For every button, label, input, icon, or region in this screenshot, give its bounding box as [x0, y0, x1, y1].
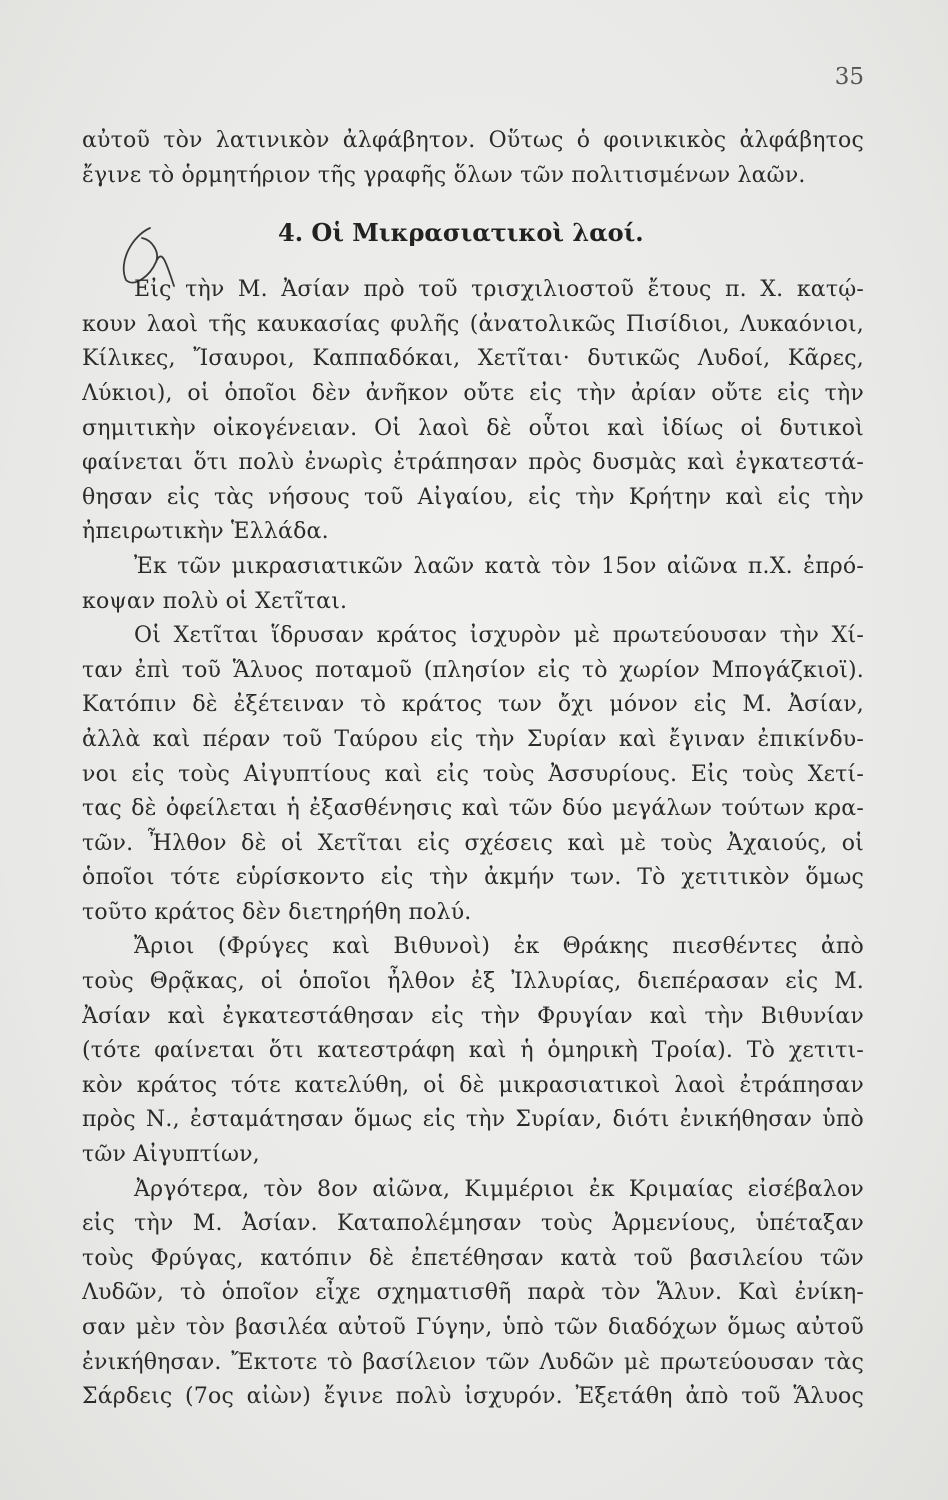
- text-line: (τότε φαίνεται ὅτι κατεστράφη καὶ ἡ ὁμηρικὴ Τροία). Τὸ χετιτι-: [82, 1038, 864, 1064]
- text-line: τοὺς Θρᾷκας, οἱ ὁποῖοι ἦλθον ἐξ Ἰλλυρίας, διεπέρασαν εἰς Μ.: [82, 969, 864, 995]
- text-line: Ἀσίαν καὶ ἐγκατεστάθησαν εἰς τὴν Φρυγίαν καὶ τὴν Βιθυνίαν: [82, 1003, 864, 1029]
- text-line: τῶν Αἰγυπτίων,: [82, 1142, 260, 1168]
- text-line: ἐνικήθησαν. Ἔκτοτε τὸ βασίλειον τῶν Λυδῶν μὲ πρωτεύουσαν τὰς: [82, 1349, 864, 1375]
- text-line: ἔγινε τὸ ὁρμητήριον τῆς γραφῆς ὅλων τῶν πολιτισμένων λαῶν.: [82, 162, 806, 188]
- text-line: τοὺς Φρύγας, κατόπιν δὲ ἐπετέθησαν κατὰ τοῦ βασιλείου τῶν: [82, 1245, 864, 1271]
- text-line: εἰς τὴν Μ. Ἀσίαν. Καταπολέμησαν τοὺς Ἀρμενίους, ὑπέταξαν: [82, 1211, 864, 1237]
- text-line: πρὸς Ν., ἐσταμάτησαν ὅμως εἰς τὴν Συρίαν, διότι ἐνικήθησαν ὑπὸ: [82, 1107, 864, 1133]
- page-number: 35: [834, 64, 864, 90]
- text-line: φαίνεται ὅτι πολὺ ἐνωρὶς ἐτράπησαν πρὸς δυσμὰς καὶ ἐγκατεστά-: [82, 450, 864, 476]
- text-line: κουν λαοὶ τῆς καυκασίας φυλῆς (ἀνατολικῶς Πισίδιοι, Λυκαόνιοι,: [82, 311, 864, 337]
- text-line: Κατόπιν δὲ ἐξέτειναν τὸ κράτος των ὄχι μόνον εἰς Μ. Ἀσίαν,: [82, 692, 864, 718]
- text-line: ἀλλὰ καὶ πέραν τοῦ Ταύρου εἰς τὴν Συρίαν καὶ ἔγιναν ἐπικίνδυ-: [82, 726, 864, 752]
- text-line: σαν μὲν τὸν βασιλέα αὐτοῦ Γύγην, ὑπὸ τῶν διαδόχων ὅμως αὐτοῦ: [82, 1315, 864, 1340]
- text-line: Ἀργότερα, τὸν 8ον αἰῶνα, Κιμμέριοι ἐκ Κριμαίας εἰσέβαλον: [134, 1176, 864, 1202]
- text-line: κοψαν πολὺ οἱ Χετῖται.: [82, 588, 348, 614]
- text-line: Σάρδεις (7ος αἰὼν) ἔγινε πολὺ ἰσχυρόν. Ἐξετάθη ἀπὸ τοῦ Ἅλυος: [82, 1384, 864, 1410]
- text-line: Κίλικες, Ἴσαυροι, Καππαδόκαι, Χετῖται· δυτικῶς Λυδοί, Κᾶρες,: [82, 346, 864, 372]
- text-line: Λύκιοι), οἱ ὁποῖοι δὲν ἀνῆκον οὔτε εἰς τὴν ἀρίαν οὔτε εἰς τὴν: [82, 380, 864, 406]
- text-line: Οἱ Χετῖται ἵδρυσαν κράτος ἰσχυρὸν μὲ πρωτεύουσαν τὴν Χί-: [134, 623, 864, 649]
- text-line: σημιτικὴν οἰκογένειαν. Οἱ λαοὶ δὲ οὗτοι καὶ ἰδίως οἱ δυτικοὶ: [82, 415, 864, 441]
- text-line: Ἐκ τῶν μικρασιατικῶν λαῶν κατὰ τὸν 15ον αἰῶνα π.Χ. ἐπρό-: [134, 553, 864, 579]
- text-line: αὐτοῦ τὸν λατινικὸν ἀλφάβητον. Οὕτως ὁ φοινικικὸς ἀλφάβητος: [82, 128, 864, 153]
- text-line: ταν ἐπὶ τοῦ Ἅλυος ποταμοῦ (πλησίον εἰς τὸ χωρίον Μπογάζκιοϊ).: [82, 657, 864, 683]
- text-line: τας δὲ ὀφείλεται ἡ ἐξασθένησις καὶ τῶν δύο μεγάλων τούτων κρα-: [82, 796, 864, 822]
- text-line: τοῦτο κράτος δὲν διετηρήθη πολύ.: [82, 899, 472, 925]
- text-line: θησαν εἰς τὰς νήσους τοῦ Αἰγαίου, εἰς τὴν Κρήτην καὶ εἰς τὴν: [82, 484, 864, 510]
- text-line: κὸν κράτος τότε κατελύθη, οἱ δὲ μικρασιατικοὶ λαοὶ ἐτράπησαν: [82, 1072, 864, 1098]
- text-body: [82, 124, 864, 1415]
- section-heading: 4. Οἱ Μικρασιατικοὶ λαοί.: [278, 218, 644, 248]
- text-line: Εἰς τὴν Μ. Ἀσίαν πρὸ τοῦ τρισχιλιοστοῦ ἔτους π. Χ. κατῴ-: [134, 277, 864, 303]
- text-line: Λυδῶν, τὸ ὁποῖον εἶχε σχηματισθῆ παρὰ τὸν Ἅλυν. Καὶ ἐνίκη-: [82, 1280, 864, 1306]
- text-line: ὁποῖοι τότε εὑρίσκοντο εἰς τὴν ἀκμήν των. Τὸ χετιτικὸν ὅμως: [82, 865, 864, 891]
- text-line: τῶν. Ἦλθον δὲ οἱ Χετῖται εἰς σχέσεις καὶ μὲ τοὺς Ἀχαιούς, οἱ: [82, 830, 864, 856]
- text-line: Ἄριοι (Φρύγες καὶ Βιθυνοὶ) ἐκ Θράκης πιεσθέντες ἀπὸ: [134, 934, 864, 960]
- text-line: νοι εἰς τοὺς Αἰγυπτίους καὶ εἰς τοὺς Ἀσσυρίους. Εἰς τοὺς Χετί-: [82, 761, 864, 787]
- text-line: ἠπειρωτικὴν Ἑλλάδα.: [82, 519, 329, 545]
